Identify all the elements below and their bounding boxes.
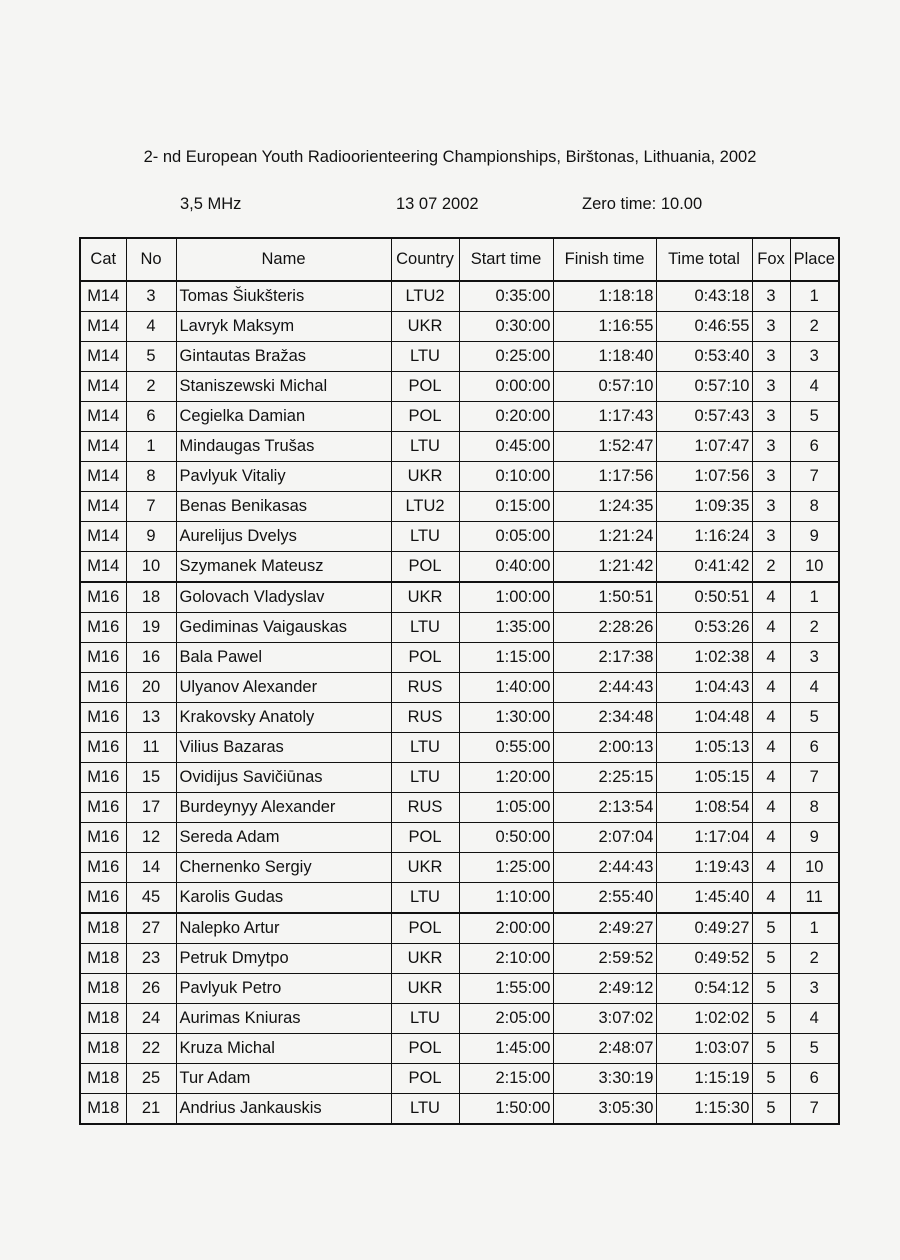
cell-country: POL bbox=[391, 552, 459, 583]
cell-name: Pavlyuk Petro bbox=[176, 974, 391, 1004]
cell-time-total: 1:03:07 bbox=[656, 1034, 752, 1064]
cell-time-total: 0:49:52 bbox=[656, 944, 752, 974]
cell-finish-time: 1:21:24 bbox=[553, 522, 656, 552]
cell-cat: M16 bbox=[80, 673, 126, 703]
cell-place: 2 bbox=[790, 312, 839, 342]
cell-name: Aurelijus Dvelys bbox=[176, 522, 391, 552]
cell-no: 10 bbox=[126, 552, 176, 583]
cell-start-time: 0:00:00 bbox=[459, 372, 553, 402]
cell-name: Burdeynyy Alexander bbox=[176, 793, 391, 823]
header-name: Name bbox=[176, 238, 391, 281]
cell-time-total: 1:45:40 bbox=[656, 883, 752, 914]
cell-cat: M14 bbox=[80, 522, 126, 552]
cell-name: Ovidijus Savičiūnas bbox=[176, 763, 391, 793]
cell-start-time: 0:10:00 bbox=[459, 462, 553, 492]
cell-place: 6 bbox=[790, 733, 839, 763]
cell-finish-time: 1:17:56 bbox=[553, 462, 656, 492]
cell-country: POL bbox=[391, 643, 459, 673]
cell-cat: M16 bbox=[80, 823, 126, 853]
cell-finish-time: 1:52:47 bbox=[553, 432, 656, 462]
cell-no: 4 bbox=[126, 312, 176, 342]
cell-name: Tomas Šiukšteris bbox=[176, 281, 391, 312]
header-place: Place bbox=[790, 238, 839, 281]
cell-cat: M18 bbox=[80, 944, 126, 974]
cell-start-time: 1:10:00 bbox=[459, 883, 553, 914]
cell-name: Nalepko Artur bbox=[176, 913, 391, 944]
date-label: 13 07 2002 bbox=[396, 195, 479, 213]
cell-place: 4 bbox=[790, 673, 839, 703]
cell-no: 11 bbox=[126, 733, 176, 763]
cell-country: POL bbox=[391, 372, 459, 402]
cell-start-time: 0:35:00 bbox=[459, 281, 553, 312]
cell-place: 1 bbox=[790, 281, 839, 312]
cell-name: Andrius Jankauskis bbox=[176, 1094, 391, 1125]
cell-no: 18 bbox=[126, 582, 176, 613]
cell-name: Gintautas Bražas bbox=[176, 342, 391, 372]
cell-fox: 4 bbox=[752, 733, 790, 763]
table-row bbox=[80, 733, 839, 763]
cell-time-total: 0:41:42 bbox=[656, 552, 752, 583]
table-row bbox=[80, 793, 839, 823]
cell-fox: 5 bbox=[752, 1004, 790, 1034]
table-row bbox=[80, 763, 839, 793]
cell-time-total: 1:07:56 bbox=[656, 462, 752, 492]
cell-finish-time: 2:25:15 bbox=[553, 763, 656, 793]
cell-cat: M16 bbox=[80, 613, 126, 643]
cell-start-time: 1:30:00 bbox=[459, 703, 553, 733]
cell-start-time: 0:30:00 bbox=[459, 312, 553, 342]
cell-name: Mindaugas Trušas bbox=[176, 432, 391, 462]
cell-time-total: 0:54:12 bbox=[656, 974, 752, 1004]
cell-country: LTU bbox=[391, 342, 459, 372]
cell-fox: 3 bbox=[752, 462, 790, 492]
cell-name: Vilius Bazaras bbox=[176, 733, 391, 763]
cell-cat: M14 bbox=[80, 281, 126, 312]
cell-fox: 5 bbox=[752, 913, 790, 944]
cell-country: RUS bbox=[391, 703, 459, 733]
cell-no: 17 bbox=[126, 793, 176, 823]
cell-finish-time: 2:00:13 bbox=[553, 733, 656, 763]
cell-name: Sereda Adam bbox=[176, 823, 391, 853]
cell-no: 20 bbox=[126, 673, 176, 703]
cell-finish-time: 2:28:26 bbox=[553, 613, 656, 643]
cell-country: RUS bbox=[391, 793, 459, 823]
cell-place: 5 bbox=[790, 402, 839, 432]
cell-start-time: 0:50:00 bbox=[459, 823, 553, 853]
cell-cat: M16 bbox=[80, 733, 126, 763]
cell-finish-time: 1:18:18 bbox=[553, 281, 656, 312]
cell-finish-time: 1:16:55 bbox=[553, 312, 656, 342]
cell-start-time: 2:10:00 bbox=[459, 944, 553, 974]
cell-start-time: 1:15:00 bbox=[459, 643, 553, 673]
cell-no: 23 bbox=[126, 944, 176, 974]
cell-finish-time: 2:59:52 bbox=[553, 944, 656, 974]
cell-country: UKR bbox=[391, 944, 459, 974]
table-row bbox=[80, 552, 839, 583]
cell-country: LTU2 bbox=[391, 492, 459, 522]
table-row bbox=[80, 974, 839, 1004]
cell-finish-time: 1:21:42 bbox=[553, 552, 656, 583]
table-row bbox=[80, 402, 839, 432]
cell-start-time: 2:00:00 bbox=[459, 913, 553, 944]
cell-finish-time: 2:49:27 bbox=[553, 913, 656, 944]
cell-place: 7 bbox=[790, 1094, 839, 1125]
cell-finish-time: 2:34:48 bbox=[553, 703, 656, 733]
cell-name: Chernenko Sergiy bbox=[176, 853, 391, 883]
page-title: 2- nd European Youth Radioorienteering Championships, Birštonas, Lithuania, 2002 bbox=[143, 148, 757, 166]
cell-no: 19 bbox=[126, 613, 176, 643]
cell-name: Karolis Gudas bbox=[176, 883, 391, 914]
cell-name: Krakovsky Anatoly bbox=[176, 703, 391, 733]
cell-country: LTU bbox=[391, 613, 459, 643]
cell-country: RUS bbox=[391, 673, 459, 703]
cell-country: LTU2 bbox=[391, 281, 459, 312]
cell-place: 9 bbox=[790, 522, 839, 552]
cell-place: 3 bbox=[790, 342, 839, 372]
cell-finish-time: 0:57:10 bbox=[553, 372, 656, 402]
cell-place: 8 bbox=[790, 492, 839, 522]
cell-fox: 3 bbox=[752, 522, 790, 552]
cell-name: Tur Adam bbox=[176, 1064, 391, 1094]
table-row bbox=[80, 281, 839, 312]
cell-start-time: 0:40:00 bbox=[459, 552, 553, 583]
cell-place: 3 bbox=[790, 643, 839, 673]
cell-no: 25 bbox=[126, 1064, 176, 1094]
cell-start-time: 1:00:00 bbox=[459, 582, 553, 613]
cell-country: LTU bbox=[391, 1004, 459, 1034]
cell-cat: M14 bbox=[80, 342, 126, 372]
table-row bbox=[80, 673, 839, 703]
cell-fox: 5 bbox=[752, 944, 790, 974]
cell-country: POL bbox=[391, 402, 459, 432]
cell-name: Petruk Dmytpo bbox=[176, 944, 391, 974]
cell-time-total: 0:43:18 bbox=[656, 281, 752, 312]
cell-fox: 4 bbox=[752, 793, 790, 823]
cell-place: 3 bbox=[790, 974, 839, 1004]
cell-no: 27 bbox=[126, 913, 176, 944]
cell-time-total: 1:16:24 bbox=[656, 522, 752, 552]
cell-time-total: 1:15:19 bbox=[656, 1064, 752, 1094]
cell-no: 8 bbox=[126, 462, 176, 492]
cell-finish-time: 2:49:12 bbox=[553, 974, 656, 1004]
cell-fox: 4 bbox=[752, 823, 790, 853]
table-row bbox=[80, 492, 839, 522]
header-fox: Fox bbox=[752, 238, 790, 281]
cell-fox: 5 bbox=[752, 1064, 790, 1094]
cell-place: 10 bbox=[790, 552, 839, 583]
cell-finish-time: 3:07:02 bbox=[553, 1004, 656, 1034]
cell-name: Benas Benikasas bbox=[176, 492, 391, 522]
cell-start-time: 1:05:00 bbox=[459, 793, 553, 823]
cell-fox: 3 bbox=[752, 342, 790, 372]
cell-country: UKR bbox=[391, 582, 459, 613]
cell-time-total: 1:19:43 bbox=[656, 853, 752, 883]
cell-name: Aurimas Kniuras bbox=[176, 1004, 391, 1034]
cell-name: Golovach Vladyslav bbox=[176, 582, 391, 613]
cell-place: 5 bbox=[790, 703, 839, 733]
table-row bbox=[80, 462, 839, 492]
cell-country: LTU bbox=[391, 1094, 459, 1125]
table-row bbox=[80, 853, 839, 883]
cell-country: POL bbox=[391, 1034, 459, 1064]
cell-no: 13 bbox=[126, 703, 176, 733]
results-body bbox=[80, 281, 839, 1124]
cell-start-time: 2:05:00 bbox=[459, 1004, 553, 1034]
cell-place: 7 bbox=[790, 763, 839, 793]
cell-start-time: 0:05:00 bbox=[459, 522, 553, 552]
cell-finish-time: 1:50:51 bbox=[553, 582, 656, 613]
header-no: No bbox=[126, 238, 176, 281]
cell-start-time: 1:20:00 bbox=[459, 763, 553, 793]
cell-cat: M18 bbox=[80, 1094, 126, 1125]
table-row bbox=[80, 703, 839, 733]
cell-time-total: 1:04:43 bbox=[656, 673, 752, 703]
cell-start-time: 0:15:00 bbox=[459, 492, 553, 522]
cell-country: UKR bbox=[391, 853, 459, 883]
cell-time-total: 0:50:51 bbox=[656, 582, 752, 613]
header-row bbox=[80, 238, 839, 281]
cell-cat: M16 bbox=[80, 643, 126, 673]
cell-no: 21 bbox=[126, 1094, 176, 1125]
cell-name: Szymanek Mateusz bbox=[176, 552, 391, 583]
cell-cat: M18 bbox=[80, 1064, 126, 1094]
cell-time-total: 0:53:40 bbox=[656, 342, 752, 372]
cell-start-time: 1:55:00 bbox=[459, 974, 553, 1004]
cell-fox: 2 bbox=[752, 552, 790, 583]
cell-name: Cegielka Damian bbox=[176, 402, 391, 432]
table-row bbox=[80, 342, 839, 372]
cell-cat: M16 bbox=[80, 793, 126, 823]
cell-place: 2 bbox=[790, 613, 839, 643]
cell-finish-time: 2:44:43 bbox=[553, 673, 656, 703]
header-country: Country bbox=[391, 238, 459, 281]
cell-fox: 4 bbox=[752, 883, 790, 914]
cell-cat: M18 bbox=[80, 974, 126, 1004]
cell-start-time: 0:25:00 bbox=[459, 342, 553, 372]
cell-country: UKR bbox=[391, 462, 459, 492]
table-row bbox=[80, 582, 839, 613]
cell-time-total: 1:02:02 bbox=[656, 1004, 752, 1034]
cell-place: 4 bbox=[790, 372, 839, 402]
cell-country: LTU bbox=[391, 883, 459, 914]
cell-cat: M16 bbox=[80, 703, 126, 733]
cell-time-total: 0:57:43 bbox=[656, 402, 752, 432]
cell-country: UKR bbox=[391, 974, 459, 1004]
table-row bbox=[80, 312, 839, 342]
cell-cat: M18 bbox=[80, 1004, 126, 1034]
cell-place: 8 bbox=[790, 793, 839, 823]
cell-no: 15 bbox=[126, 763, 176, 793]
cell-no: 12 bbox=[126, 823, 176, 853]
cell-country: UKR bbox=[391, 312, 459, 342]
cell-no: 2 bbox=[126, 372, 176, 402]
cell-name: Kruza Michal bbox=[176, 1034, 391, 1064]
cell-country: LTU bbox=[391, 733, 459, 763]
cell-name: Ulyanov Alexander bbox=[176, 673, 391, 703]
cell-start-time: 1:45:00 bbox=[459, 1034, 553, 1064]
cell-place: 1 bbox=[790, 582, 839, 613]
cell-place: 1 bbox=[790, 913, 839, 944]
cell-fox: 4 bbox=[752, 673, 790, 703]
cell-finish-time: 1:24:35 bbox=[553, 492, 656, 522]
cell-place: 10 bbox=[790, 853, 839, 883]
table-row bbox=[80, 1004, 839, 1034]
cell-time-total: 1:04:48 bbox=[656, 703, 752, 733]
frequency-label: 3,5 MHz bbox=[180, 195, 242, 213]
cell-finish-time: 3:05:30 bbox=[553, 1094, 656, 1125]
cell-finish-time: 2:07:04 bbox=[553, 823, 656, 853]
cell-cat: M16 bbox=[80, 582, 126, 613]
cell-name: Bala Pawel bbox=[176, 643, 391, 673]
cell-finish-time: 2:13:54 bbox=[553, 793, 656, 823]
cell-cat: M14 bbox=[80, 372, 126, 402]
cell-start-time: 1:50:00 bbox=[459, 1094, 553, 1125]
cell-cat: M16 bbox=[80, 853, 126, 883]
cell-fox: 5 bbox=[752, 1034, 790, 1064]
cell-fox: 3 bbox=[752, 402, 790, 432]
cell-start-time: 1:35:00 bbox=[459, 613, 553, 643]
cell-place: 7 bbox=[790, 462, 839, 492]
cell-place: 6 bbox=[790, 1064, 839, 1094]
header-cat: Cat bbox=[80, 238, 126, 281]
cell-no: 26 bbox=[126, 974, 176, 1004]
table-row bbox=[80, 1094, 839, 1125]
cell-name: Gediminas Vaigauskas bbox=[176, 613, 391, 643]
table-row bbox=[80, 913, 839, 944]
cell-time-total: 1:02:38 bbox=[656, 643, 752, 673]
cell-time-total: 1:05:13 bbox=[656, 733, 752, 763]
cell-start-time: 1:25:00 bbox=[459, 853, 553, 883]
cell-finish-time: 2:44:43 bbox=[553, 853, 656, 883]
cell-country: LTU bbox=[391, 522, 459, 552]
cell-cat: M14 bbox=[80, 402, 126, 432]
cell-finish-time: 2:55:40 bbox=[553, 883, 656, 914]
cell-cat: M14 bbox=[80, 552, 126, 583]
cell-place: 5 bbox=[790, 1034, 839, 1064]
cell-fox: 4 bbox=[752, 853, 790, 883]
cell-cat: M18 bbox=[80, 913, 126, 944]
cell-place: 4 bbox=[790, 1004, 839, 1034]
cell-fox: 4 bbox=[752, 613, 790, 643]
cell-name: Pavlyuk Vitaliy bbox=[176, 462, 391, 492]
table-row bbox=[80, 1064, 839, 1094]
cell-fox: 3 bbox=[752, 281, 790, 312]
cell-country: LTU bbox=[391, 432, 459, 462]
table-row bbox=[80, 823, 839, 853]
cell-cat: M16 bbox=[80, 883, 126, 914]
cell-fox: 3 bbox=[752, 432, 790, 462]
cell-cat: M16 bbox=[80, 763, 126, 793]
header-finish-time: Finish time bbox=[553, 238, 656, 281]
header-time-total: Time total bbox=[656, 238, 752, 281]
cell-no: 16 bbox=[126, 643, 176, 673]
table-row bbox=[80, 883, 839, 914]
cell-fox: 4 bbox=[752, 582, 790, 613]
cell-no: 9 bbox=[126, 522, 176, 552]
cell-cat: M14 bbox=[80, 432, 126, 462]
cell-country: POL bbox=[391, 913, 459, 944]
cell-no: 5 bbox=[126, 342, 176, 372]
cell-fox: 4 bbox=[752, 763, 790, 793]
cell-fox: 5 bbox=[752, 974, 790, 1004]
cell-time-total: 0:46:55 bbox=[656, 312, 752, 342]
cell-fox: 3 bbox=[752, 372, 790, 402]
cell-time-total: 1:15:30 bbox=[656, 1094, 752, 1125]
cell-no: 14 bbox=[126, 853, 176, 883]
cell-time-total: 0:57:10 bbox=[656, 372, 752, 402]
cell-no: 45 bbox=[126, 883, 176, 914]
cell-time-total: 0:49:27 bbox=[656, 913, 752, 944]
cell-fox: 3 bbox=[752, 492, 790, 522]
cell-start-time: 0:45:00 bbox=[459, 432, 553, 462]
table-row bbox=[80, 613, 839, 643]
cell-finish-time: 3:30:19 bbox=[553, 1064, 656, 1094]
table-row bbox=[80, 432, 839, 462]
cell-country: POL bbox=[391, 1064, 459, 1094]
cell-time-total: 1:08:54 bbox=[656, 793, 752, 823]
cell-start-time: 1:40:00 bbox=[459, 673, 553, 703]
cell-place: 11 bbox=[790, 883, 839, 914]
cell-cat: M14 bbox=[80, 492, 126, 522]
cell-fox: 4 bbox=[752, 703, 790, 733]
results-table bbox=[79, 237, 840, 1125]
table-row bbox=[80, 372, 839, 402]
cell-fox: 3 bbox=[752, 312, 790, 342]
cell-no: 22 bbox=[126, 1034, 176, 1064]
cell-no: 6 bbox=[126, 402, 176, 432]
cell-fox: 5 bbox=[752, 1094, 790, 1125]
table-row bbox=[80, 1034, 839, 1064]
cell-start-time: 0:20:00 bbox=[459, 402, 553, 432]
cell-finish-time: 1:18:40 bbox=[553, 342, 656, 372]
cell-time-total: 1:09:35 bbox=[656, 492, 752, 522]
table-row bbox=[80, 522, 839, 552]
cell-time-total: 1:07:47 bbox=[656, 432, 752, 462]
cell-start-time: 2:15:00 bbox=[459, 1064, 553, 1094]
cell-place: 2 bbox=[790, 944, 839, 974]
cell-country: POL bbox=[391, 823, 459, 853]
table-row bbox=[80, 944, 839, 974]
zero-time-label: Zero time: 10.00 bbox=[582, 195, 703, 213]
cell-no: 3 bbox=[126, 281, 176, 312]
cell-country: LTU bbox=[391, 763, 459, 793]
cell-time-total: 1:05:15 bbox=[656, 763, 752, 793]
cell-cat: M18 bbox=[80, 1034, 126, 1064]
cell-place: 6 bbox=[790, 432, 839, 462]
cell-name: Staniszewski Michal bbox=[176, 372, 391, 402]
cell-finish-time: 1:17:43 bbox=[553, 402, 656, 432]
cell-start-time: 0:55:00 bbox=[459, 733, 553, 763]
cell-no: 24 bbox=[126, 1004, 176, 1034]
header-start-time: Start time bbox=[459, 238, 553, 281]
cell-time-total: 1:17:04 bbox=[656, 823, 752, 853]
cell-cat: M14 bbox=[80, 462, 126, 492]
cell-name: Lavryk Maksym bbox=[176, 312, 391, 342]
cell-finish-time: 2:17:38 bbox=[553, 643, 656, 673]
cell-no: 1 bbox=[126, 432, 176, 462]
cell-no: 7 bbox=[126, 492, 176, 522]
cell-time-total: 0:53:26 bbox=[656, 613, 752, 643]
table-row bbox=[80, 643, 839, 673]
cell-finish-time: 2:48:07 bbox=[553, 1034, 656, 1064]
cell-place: 9 bbox=[790, 823, 839, 853]
cell-fox: 4 bbox=[752, 643, 790, 673]
cell-cat: M14 bbox=[80, 312, 126, 342]
